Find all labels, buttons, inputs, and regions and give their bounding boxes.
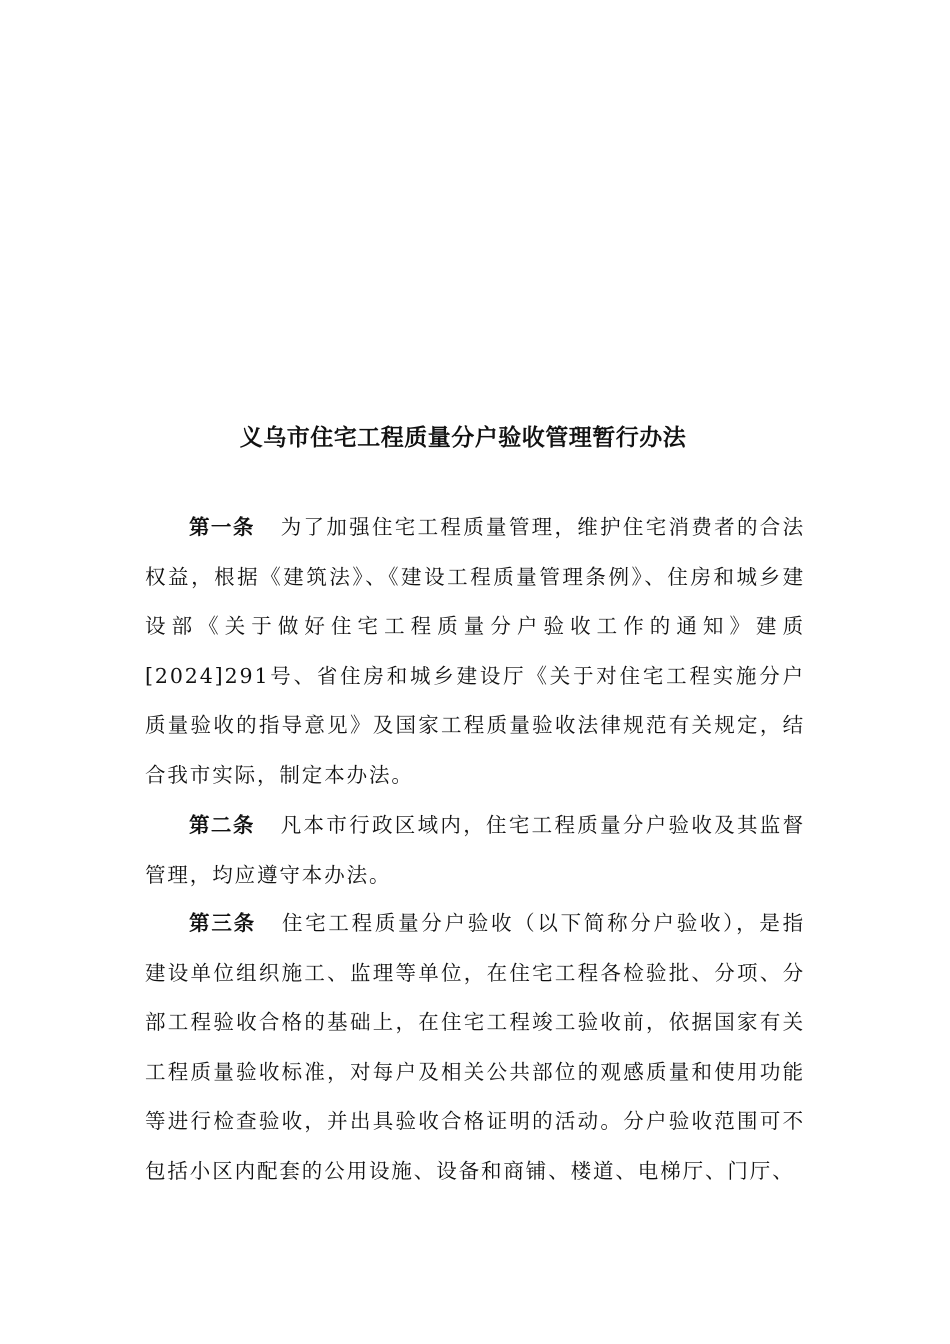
article-1-label: 第一条 — [189, 515, 255, 539]
document-title: 义乌市住宅工程质量分户验收管理暂行办法 — [239, 425, 687, 451]
article-1-text: 为了加强住宅工程质量管理，维护住宅消费者的合法权益，根据《建筑法》、《建设工程质量管理条例》、住房和城乡建设部《关于做好住宅工程质量分户验收工作的通知》建质[2024]291号、省住房和城乡建设厅《关于对住宅工程实施分户质量验收的指导意见》及国家工程质量验收法律规范有关规定，结合我市实际，制定本办法。 — [145, 515, 806, 787]
article-1 — [145, 503, 805, 800]
article-3-label: 第三条 — [189, 911, 256, 935]
article-3-text: 住宅工程质量分户验收（以下简称分户验收），是指建设单位组织施工、监理等单位，在住宅工程各检验批、分项、分部工程验收合格的基础上，在住宅工程竣工验收前，依据国家有关工程质量验收标准，对每户及相关公共部位的观感质量和使用功能等进行检查验收，并出具验收合格证明的活动。分户验收范围可不包括小区内配套的公用设施、设备和商铺、楼道、电梯厅、门厅、 — [145, 911, 805, 1183]
article-3 — [145, 899, 805, 1196]
article-2 — [145, 801, 805, 900]
article-2-label: 第二条 — [189, 813, 255, 837]
article-2-text: 凡本市行政区域内，住宅工程质量分户验收及其监督管理，均应遵守本办法。 — [145, 813, 806, 887]
